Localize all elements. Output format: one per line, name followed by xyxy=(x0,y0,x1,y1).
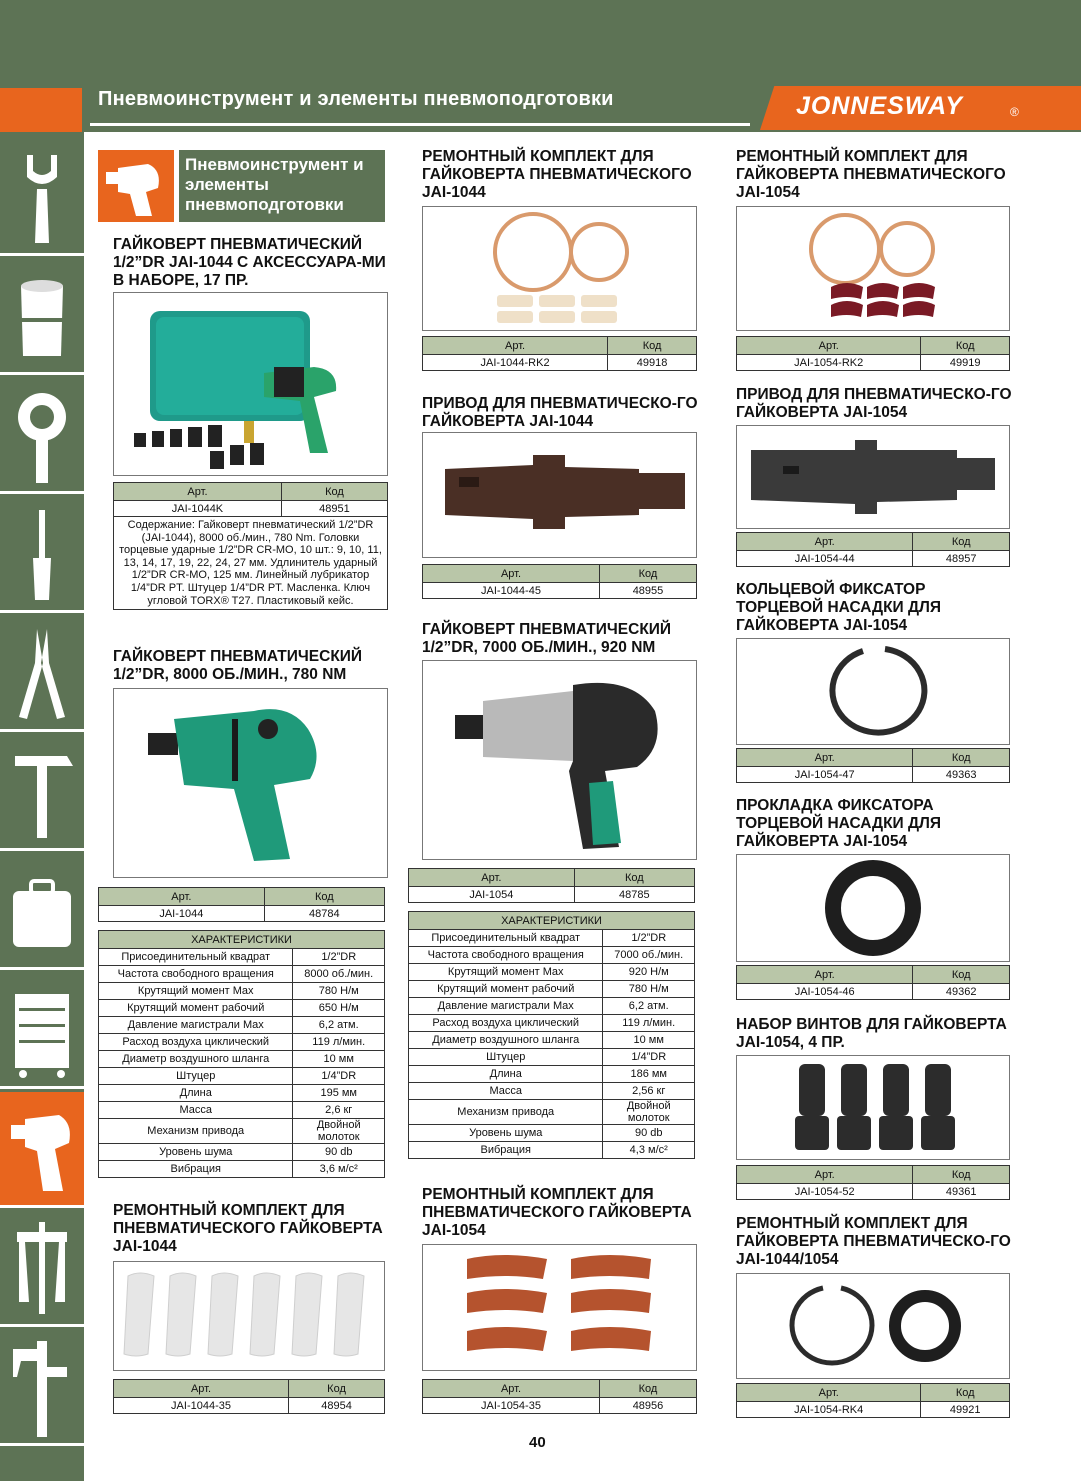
product-p11 xyxy=(736,797,1016,851)
art-value: JAI-1044K xyxy=(114,501,282,517)
art-header: Арт. xyxy=(423,1380,600,1398)
code-header: Код xyxy=(599,1380,696,1398)
spec-name: Длина xyxy=(409,1066,603,1083)
spec-name: Вибрация xyxy=(99,1161,293,1178)
art-table-p7 xyxy=(422,1379,697,1414)
product-title: ПРОКЛАДКА ФИКСАТОРА ТОРЦЕВОЙ НАСАДКИ ДЛЯ ГАЙКОВЕРТА JAI-1054 xyxy=(736,797,942,850)
art-table-p12 xyxy=(736,1165,1010,1200)
art-value: JAI-1054-46 xyxy=(737,984,913,1000)
product-title: ГАЙКОВЕРТ ПНЕВМАТИЧЕСКИЙ 1/2”DR JAI-1044 С АКСЕССУАРА-МИ В НАБОРЕ, 17 ПР. xyxy=(113,236,386,289)
spec-row xyxy=(409,981,695,998)
spec-value: 90 db xyxy=(293,1144,385,1161)
spec-row xyxy=(409,930,695,947)
code-header: Код xyxy=(599,565,696,583)
art-value: JAI-1054-35 xyxy=(423,1398,600,1414)
art-header: Арт. xyxy=(737,533,913,551)
product-p3 xyxy=(113,1202,388,1256)
product-photo-jai-1044-rk2 xyxy=(422,206,697,331)
product-title: РЕМОНТНЫЙ КОМПЛЕКТ ДЛЯ ПНЕВМАТИЧЕСКОГО ГАЙКОВЕРТА JAI-1044 xyxy=(113,1202,383,1255)
spec-value: 2,6 кг xyxy=(293,1102,385,1119)
art-value: JAI-1054-RK2 xyxy=(737,355,921,371)
spec-value: 119 л/мин. xyxy=(293,1034,385,1051)
spec-value: 1/4”DR xyxy=(603,1049,695,1066)
code-value: 48784 xyxy=(264,906,384,922)
spec-value: 1/2”DR xyxy=(293,949,385,966)
product-photo-jai-1054-rk2 xyxy=(736,206,1010,331)
spec-name: Уровень шума xyxy=(99,1144,293,1161)
product-p1 xyxy=(113,236,388,290)
spec-value: 195 мм xyxy=(293,1085,385,1102)
product-photo-jai-1054-52 xyxy=(736,1055,1010,1160)
art-header: Арт. xyxy=(114,483,282,501)
code-header: Код xyxy=(574,869,694,887)
spec-name: Крутящий момент Max xyxy=(99,983,293,1000)
spec-name: Длина xyxy=(99,1085,293,1102)
spec-row xyxy=(99,1068,385,1085)
code-value: 48955 xyxy=(599,583,696,599)
code-value: 48954 xyxy=(289,1398,385,1414)
spec-name: Механизм привода xyxy=(99,1119,293,1144)
art-table-p3 xyxy=(113,1379,385,1414)
spec-name: Расход воздуха циклический xyxy=(409,1015,603,1032)
spec-row xyxy=(99,1119,385,1144)
art-header: Арт. xyxy=(423,337,608,355)
spec-table-p6 xyxy=(408,911,695,1159)
header-underline xyxy=(90,123,750,126)
art-value: JAI-1054-44 xyxy=(737,551,913,567)
page-header-title: Пневмоинструмент и элементы пневмоподготовки xyxy=(98,88,614,110)
pliers-icon[interactable] xyxy=(0,616,84,732)
spec-value: 10 мм xyxy=(603,1032,695,1049)
product-title: НАБОР ВИНТОВ ДЛЯ ГАЙКОВЕРТА JAI-1054, 4 ПР. xyxy=(736,1016,1007,1051)
code-value: 49362 xyxy=(913,984,1010,1000)
spec-table-p2 xyxy=(98,930,385,1178)
spec-value: 186 мм xyxy=(603,1066,695,1083)
product-p2 xyxy=(113,648,388,684)
art-value: JAI-1054-47 xyxy=(737,767,913,783)
art-value: JAI-1044-45 xyxy=(423,583,600,599)
art-value: JAI-1044-35 xyxy=(114,1398,289,1414)
brand-logo: JONNESWAY xyxy=(796,92,963,120)
spec-value: 3,6 м/с² xyxy=(293,1161,385,1178)
art-value: JAI-1054-RK4 xyxy=(737,1402,921,1418)
art-header: Арт. xyxy=(737,749,913,767)
art-header: Арт. xyxy=(737,1384,921,1402)
spec-row xyxy=(409,998,695,1015)
product-title: РЕМОНТНЫЙ КОМПЛЕКТ ДЛЯ ПНЕВМАТИЧЕСКОГО ГАЙКОВЕРТА JAI-1054 xyxy=(422,1186,692,1239)
art-value: JAI-1054-52 xyxy=(737,1184,913,1200)
product-title: ПРИВОД ДЛЯ ПНЕВМАТИЧЕСКО-ГО ГАЙКОВЕРТА JAI-1054 xyxy=(736,386,1012,421)
spec-name: Уровень шума xyxy=(409,1125,603,1142)
code-header: Код xyxy=(921,1384,1010,1402)
art-header: Арт. xyxy=(99,888,265,906)
specs-header: ХАРАКТЕРИСТИКИ xyxy=(99,931,385,949)
spec-value: 1/4”DR xyxy=(293,1068,385,1085)
spec-value: 10 мм xyxy=(293,1051,385,1068)
spec-value: 6,2 атм. xyxy=(603,998,695,1015)
code-header: Код xyxy=(264,888,384,906)
brand-registered: ® xyxy=(1010,105,1019,119)
spec-value: 7000 об./мин. xyxy=(603,947,695,964)
product-description: Содержание: Гайковерт пневматический 1/2”DR (JAI-1044), 8000 об./мин., 780 Nm. Головки торцевые ударные 1/2”DR CR-MO, 10 шт.: 9, 10, 11, 13, 14, 17, 19, 22, 24, 27 мм. Удлинитель ударный 1/2”DR CR-MO, 125 мм. Линейный лубрикатор 1/4”DR PT. Штуцер 1/4”DR PT. Масленка. Ключ угловой TORX® T27. Пластиковый кейс. xyxy=(113,517,388,610)
spec-row xyxy=(99,966,385,983)
spec-name: Механизм привода xyxy=(409,1100,603,1125)
spec-row xyxy=(409,1083,695,1100)
impact-wrench-icon xyxy=(98,150,174,222)
puller-icon[interactable] xyxy=(0,1211,84,1327)
spec-value: 6,2 атм. xyxy=(293,1017,385,1034)
screwdriver-icon[interactable] xyxy=(0,497,84,613)
socket-icon[interactable] xyxy=(0,259,84,375)
spec-name: Частота свободного вращения xyxy=(409,947,603,964)
product-p10 xyxy=(736,581,1016,635)
category-header xyxy=(98,150,385,222)
spec-name: Масса xyxy=(99,1102,293,1119)
spec-value: Двойной молоток xyxy=(293,1119,385,1144)
spec-row xyxy=(99,1102,385,1119)
code-header: Код xyxy=(608,337,697,355)
art-header: Арт. xyxy=(737,1166,913,1184)
art-table-p10 xyxy=(736,748,1010,783)
spec-row xyxy=(99,1144,385,1161)
spec-row xyxy=(409,1066,695,1083)
spec-value: Двойной молоток xyxy=(603,1100,695,1125)
code-header: Код xyxy=(281,483,387,501)
product-photo-jai-1054-46 xyxy=(736,854,1010,962)
wrench-icon[interactable] xyxy=(0,140,84,256)
code-value: 49919 xyxy=(921,355,1010,371)
hammer-icon[interactable] xyxy=(0,735,84,851)
spec-name: Крутящий момент Max xyxy=(409,964,603,981)
art-value: JAI-1044-RK2 xyxy=(423,355,608,371)
art-header: Арт. xyxy=(409,869,575,887)
product-photo-jai-1054-47 xyxy=(736,638,1010,745)
product-title: ПРИВОД ДЛЯ ПНЕВМАТИЧЕСКО-ГО ГАЙКОВЕРТА JAI-1044 xyxy=(422,395,698,430)
product-p6 xyxy=(422,621,702,657)
page-number: 40 xyxy=(529,1434,546,1451)
spec-row xyxy=(99,1034,385,1051)
spec-name: Присоединительный квадрат xyxy=(99,949,293,966)
code-value: 48956 xyxy=(599,1398,696,1414)
code-value: 49361 xyxy=(913,1184,1010,1200)
specs-header: ХАРАКТЕРИСТИКИ xyxy=(409,912,695,930)
category-sidebar xyxy=(0,132,84,1481)
spec-name: Частота свободного вращения xyxy=(99,966,293,983)
spec-row xyxy=(409,964,695,981)
product-photo-jai-1054-35 xyxy=(422,1244,697,1371)
art-header: Арт. xyxy=(114,1380,289,1398)
spec-value: 8000 об./мин. xyxy=(293,966,385,983)
code-header: Код xyxy=(913,533,1010,551)
art-table-p5 xyxy=(422,564,697,599)
spec-value: 780 Н/м xyxy=(293,983,385,1000)
code-value: 48957 xyxy=(913,551,1010,567)
product-p9 xyxy=(736,386,1016,422)
spec-name: Давление магистрали Max xyxy=(409,998,603,1015)
product-p4 xyxy=(422,148,702,202)
code-value: 48951 xyxy=(281,501,387,517)
spec-name: Присоединительный квадрат xyxy=(409,930,603,947)
spec-row xyxy=(99,1000,385,1017)
spec-row xyxy=(409,947,695,964)
product-p8 xyxy=(736,148,1016,202)
code-header: Код xyxy=(913,966,1010,984)
product-photo-jai-1054-rk4 xyxy=(736,1273,1010,1379)
art-value: JAI-1044 xyxy=(99,906,265,922)
product-title: ГАЙКОВЕРТ ПНЕВМАТИЧЕСКИЙ 1/2”DR, 7000 ОБ./МИН., 920 NM xyxy=(422,621,672,656)
product-p5 xyxy=(422,395,702,431)
product-title: РЕМОНТНЫЙ КОМПЛЕКТ ДЛЯ ГАЙКОВЕРТА ПНЕВМАТИЧЕСКОГО JAI-1054 xyxy=(736,148,1006,201)
spec-name: Диаметр воздушного шланга xyxy=(99,1051,293,1068)
spec-value: 1/2”DR xyxy=(603,930,695,947)
product-title: РЕМОНТНЫЙ КОМПЛЕКТ ДЛЯ ГАЙКОВЕРТА ПНЕВМАТИЧЕСКОГО JAI-1044 xyxy=(422,148,692,201)
spec-value: 650 Н/м xyxy=(293,1000,385,1017)
code-value: 48785 xyxy=(574,887,694,903)
spec-name: Вибрация xyxy=(409,1142,603,1159)
spec-row xyxy=(99,949,385,966)
spec-row xyxy=(409,1100,695,1125)
spec-name: Масса xyxy=(409,1083,603,1100)
product-title: ГАЙКОВЕРТ ПНЕВМАТИЧЕСКИЙ 1/2”DR, 8000 ОБ./МИН., 780 NM xyxy=(113,648,363,683)
spec-value: 4,3 м/с² xyxy=(603,1142,695,1159)
art-table-p6 xyxy=(408,868,695,903)
product-photo-jai-1044-45 xyxy=(422,432,697,558)
code-value: 49363 xyxy=(913,767,1010,783)
product-title: КОЛЬЦЕВОЙ ФИКСАТОР ТОРЦЕВОЙ НАСАДКИ ДЛЯ ГАЙКОВЕРТА JAI-1054 xyxy=(736,581,942,634)
art-table-p8 xyxy=(736,336,1010,371)
product-p7 xyxy=(422,1186,702,1240)
spec-value: 780 Н/м xyxy=(603,981,695,998)
product-p13 xyxy=(736,1215,1016,1269)
product-photo-jai-1044 xyxy=(113,688,388,878)
header-orange-block xyxy=(0,88,82,132)
art-value: JAI-1054 xyxy=(409,887,575,903)
spec-row xyxy=(99,1051,385,1068)
code-header: Код xyxy=(913,1166,1010,1184)
art-table-p11 xyxy=(736,965,1010,1000)
product-p12 xyxy=(736,1016,1016,1052)
art-table-p1 xyxy=(113,482,388,610)
product-title: РЕМОНТНЫЙ КОМПЛЕКТ ДЛЯ ГАЙКОВЕРТА ПНЕВМАТИЧЕСКО-ГО JAI-1044/1054 xyxy=(736,1215,1011,1268)
product-photo-jai-1054-44 xyxy=(736,425,1010,529)
art-header: Арт. xyxy=(737,966,913,984)
spec-name: Крутящий момент рабочий xyxy=(409,981,603,998)
code-header: Код xyxy=(921,337,1010,355)
spec-name: Крутящий момент рабочий xyxy=(99,1000,293,1017)
cabinet-icon[interactable] xyxy=(0,973,84,1089)
spec-value: 90 db xyxy=(603,1125,695,1142)
art-header: Арт. xyxy=(737,337,921,355)
art-table-p2 xyxy=(98,887,385,922)
spec-name: Штуцер xyxy=(409,1049,603,1066)
product-photo-jai-1044-35 xyxy=(113,1261,385,1371)
art-header: Арт. xyxy=(423,565,600,583)
code-value: 49921 xyxy=(921,1402,1010,1418)
art-table-p9 xyxy=(736,532,1010,567)
spec-value: 920 Н/м xyxy=(603,964,695,981)
spec-row xyxy=(99,983,385,1000)
spec-name: Штуцер xyxy=(99,1068,293,1085)
spec-row xyxy=(409,1032,695,1049)
art-table-p13 xyxy=(736,1383,1010,1418)
spec-row xyxy=(409,1142,695,1159)
spec-value: 119 л/мин. xyxy=(603,1015,695,1032)
spec-name: Расход воздуха циклический xyxy=(99,1034,293,1051)
spec-value: 2,56 кг xyxy=(603,1083,695,1100)
spec-row xyxy=(99,1085,385,1102)
spec-name: Диаметр воздушного шланга xyxy=(409,1032,603,1049)
spec-name: Давление магистрали Max xyxy=(99,1017,293,1034)
product-photo-jai-1044k xyxy=(113,292,388,476)
spec-row xyxy=(99,1161,385,1178)
ratchet-icon[interactable] xyxy=(0,378,84,494)
code-value: 49918 xyxy=(608,355,697,371)
product-photo-jai-1054 xyxy=(422,660,697,860)
spec-row xyxy=(409,1015,695,1032)
caliper-icon[interactable] xyxy=(0,1330,84,1446)
spec-row xyxy=(409,1049,695,1066)
code-header: Код xyxy=(289,1380,385,1398)
art-table-p4 xyxy=(422,336,697,371)
case-icon[interactable] xyxy=(0,854,84,970)
spec-row xyxy=(409,1125,695,1142)
pneumatic-icon[interactable] xyxy=(0,1092,84,1208)
code-header: Код xyxy=(913,749,1010,767)
category-title: Пневмоинструмент и элементы пневмоподготовки xyxy=(179,150,385,222)
spec-row xyxy=(99,1017,385,1034)
